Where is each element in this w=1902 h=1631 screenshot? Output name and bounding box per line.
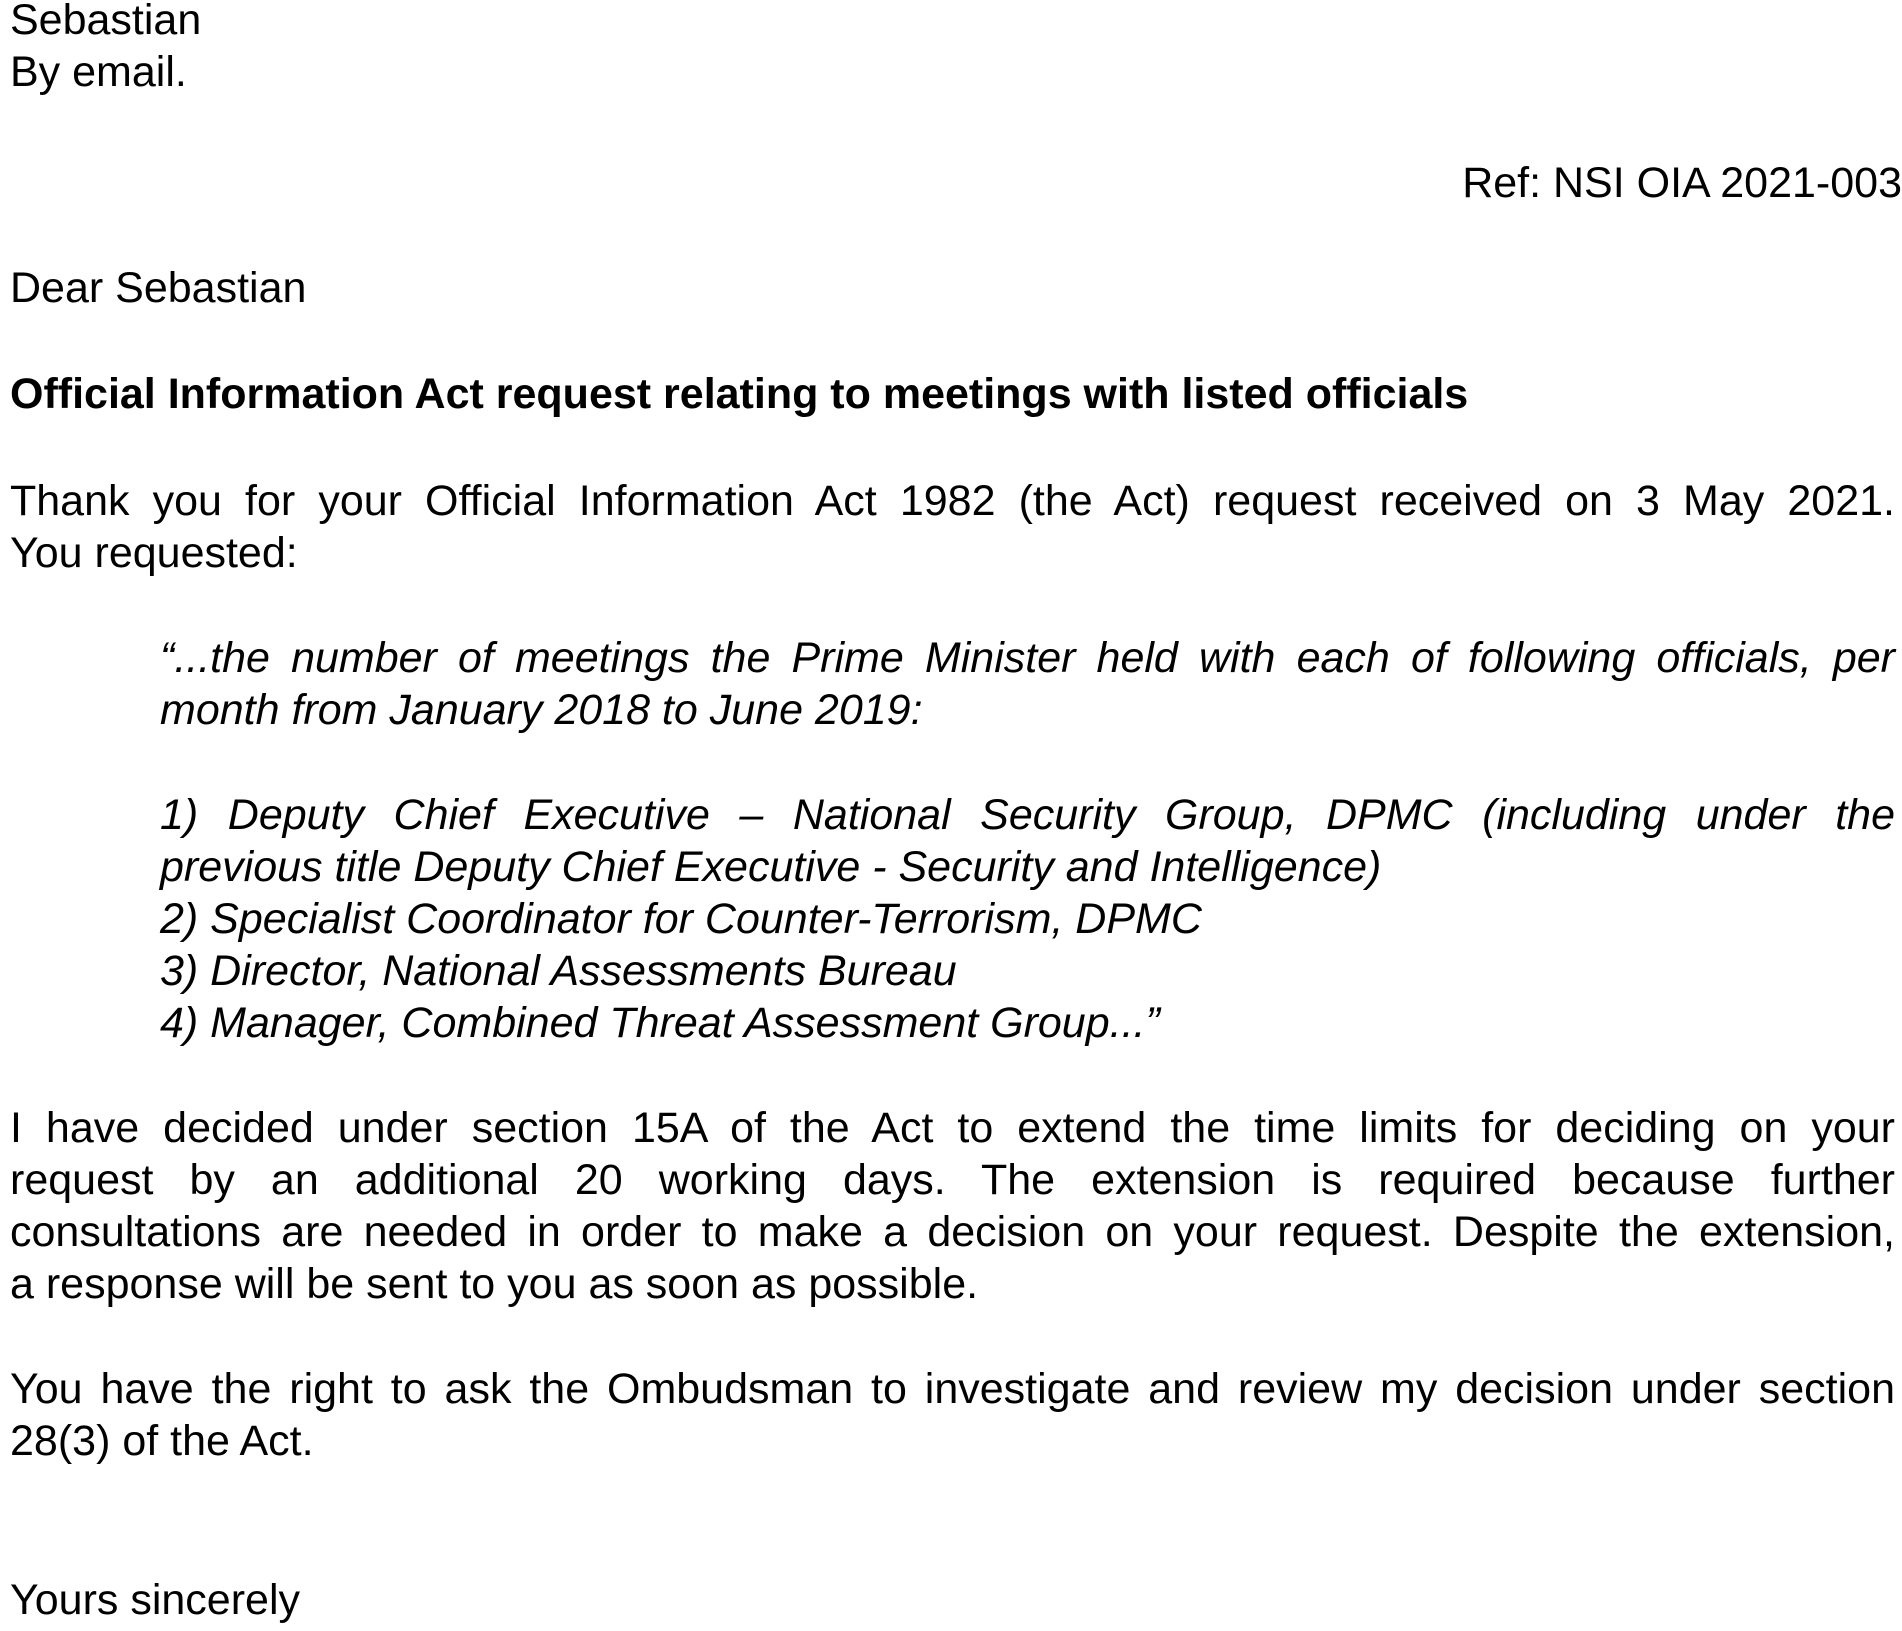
quote-item-4: 4) Manager, Combined Threat Assessment Group...” bbox=[160, 999, 1160, 1047]
quote-line-2: month from January 2018 to June 2019: bbox=[160, 686, 923, 734]
ombudsman-line-2: 28(3) of the Act. bbox=[10, 1417, 314, 1465]
quote-line-1: “...the number of meetings the Prime Minister held with each of following officials, per bbox=[160, 634, 1895, 682]
quote-item-3: 3) Director, National Assessments Bureau bbox=[160, 947, 957, 995]
delivery-method: By email. bbox=[10, 48, 187, 96]
quote-item-2: 2) Specialist Coordinator for Counter-Terrorism, DPMC bbox=[160, 895, 1202, 943]
decision-line-3: consultations are needed in order to make a decision on your request. Despite the extension, bbox=[10, 1208, 1895, 1256]
ombudsman-line-1: You have the right to ask the Ombudsman to investigate and review my decision under section bbox=[10, 1365, 1895, 1413]
quote-item-1-line-2: previous title Deputy Chief Executive - Security and Intelligence) bbox=[160, 843, 1382, 891]
salutation: Dear Sebastian bbox=[10, 264, 307, 312]
reference-number: Ref: NSI OIA 2021-003 bbox=[1462, 159, 1902, 207]
decision-line-2: request by an additional 20 working days. The extension is required because further bbox=[10, 1156, 1895, 1204]
decision-line-1: I have decided under section 15A of the Act to extend the time limits for deciding on your bbox=[10, 1104, 1895, 1152]
recipient-name: Sebastian bbox=[10, 0, 202, 44]
quote-item-1-line-1: 1) Deputy Chief Executive – National Security Group, DPMC (including under the bbox=[160, 791, 1895, 839]
intro-line-2: You requested: bbox=[10, 529, 298, 577]
decision-line-4: a response will be sent to you as soon as possible. bbox=[10, 1260, 979, 1308]
subject-heading: Official Information Act request relating to meetings with listed officials bbox=[10, 370, 1469, 418]
closing: Yours sincerely bbox=[10, 1576, 300, 1624]
intro-line-1: Thank you for your Official Information Act 1982 (the Act) request received on 3 May 2021. bbox=[10, 477, 1895, 525]
